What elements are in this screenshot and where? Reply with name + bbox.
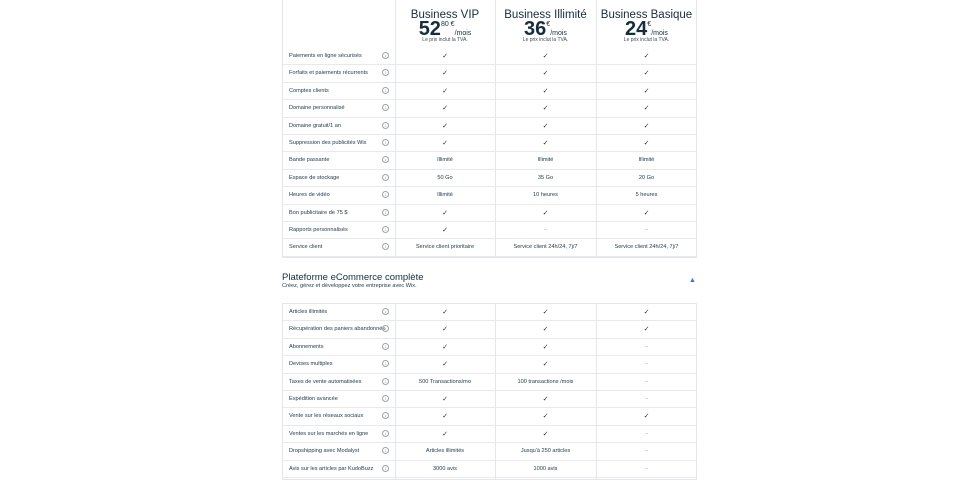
feature-label: Paiements en ligne sécurisés [289,53,362,59]
price-tva-note: Le prix inclut la TVA. [623,37,670,43]
feature-label: Bon publicitaire de 75 $ [289,209,348,216]
feature-row [282,83,697,100]
feature-row [282,461,697,478]
info-icon[interactable]: i [382,325,389,332]
feature-label: Récupération des paniers abandonnés [289,326,386,333]
feature-row [282,187,697,204]
info-icon[interactable]: i [382,139,389,146]
feature-value: ✓ [442,87,448,95]
feature-label: Forfaits et paiements récurrents [289,70,368,77]
feature-value: ✓ [542,413,549,421]
feature-value: ✓ [442,105,448,113]
feature-label: Avis sur les articles par KudoBuzz [289,465,374,472]
feature-value: ✓ [643,87,650,95]
feature-value: – [645,430,648,437]
feature-value: – [544,227,547,233]
feature-value: ✓ [643,309,650,316]
feature-value: ✓ [442,122,448,130]
info-icon[interactable]: i [382,243,389,250]
feature-value: Jusqu'à 250 articles [520,448,571,455]
info-icon[interactable]: i [382,430,389,437]
price-cents: € [647,21,652,28]
feature-value: 5 heures [635,192,658,199]
feature-value: ✓ [542,309,549,316]
feature-label: Taxes de vente automatisées [289,378,362,385]
feature-row [282,205,697,222]
info-icon[interactable]: i [382,378,389,385]
feature-value: – [645,378,648,385]
feature-value: Illimité [537,157,554,164]
feature-row [282,339,697,356]
section-title: Plateforme eCommerce complète [282,272,424,283]
feature-value: 50 Go [437,174,453,181]
price-period: /mois [454,30,472,37]
plan-header [596,0,697,48]
info-icon[interactable]: i [382,412,389,419]
plan-header [495,0,596,48]
feature-label: Ventes sur les marchés en ligne [289,430,369,437]
feature-value: – [645,361,648,368]
feature-label: Devises multiples [289,361,333,368]
price-cents: 80 € [440,21,455,28]
feature-label: Rapports personnalisés [289,227,348,233]
feature-label: Bande passante [289,157,330,164]
price-period: /mois [651,30,668,37]
feature-value: 1000 avis [533,465,558,472]
feature-value: ✓ [442,309,448,316]
feature-value: 100 transactions /mois [517,378,574,385]
feature-label: Domaine personnalisé [289,105,345,112]
feature-value: – [645,448,648,455]
feature-value: ✓ [542,122,549,130]
info-icon[interactable]: i [382,447,389,454]
feature-value: ✓ [442,396,448,403]
info-icon[interactable]: i [382,465,389,472]
price-tva-note: Le prix inclut la TVA. [522,37,569,43]
feature-value: 10 heures [533,192,558,199]
feature-row [282,374,697,391]
feature-label: Domaine gratuit/1 an [289,122,341,129]
feature-value: ✓ [542,430,549,438]
plan-name: Business VIP [410,9,480,21]
feature-value: 20 Go [638,174,655,181]
feature-value: 35 Go [537,174,554,181]
price-amount: 52 [418,18,441,40]
feature-label: Suppression des publicités Wix [289,140,367,146]
feature-value: ✓ [542,87,549,95]
price-amount: 24 [625,18,648,40]
feature-value: ✓ [542,396,549,403]
feature-value: Service client 24h/24, 7j/7 [614,244,679,251]
feature-value: ✓ [643,53,650,60]
info-icon[interactable]: i [382,122,389,129]
feature-value: ✓ [442,326,448,334]
feature-value: ✓ [442,413,448,421]
feature-row [282,239,697,256]
feature-row [282,170,697,187]
feature-value: ✓ [542,53,549,60]
info-icon[interactable]: i [382,395,389,402]
feature-label: Espace de stockage [289,174,340,181]
feature-value: ✓ [643,413,650,421]
info-icon[interactable]: i [382,52,389,59]
feature-value: ✓ [542,70,549,78]
feature-row [282,152,697,169]
feature-label: Abonnements [289,343,324,350]
feature-row [282,48,697,65]
info-icon[interactable]: i [382,209,389,216]
feature-value: Illimité [437,192,453,199]
feature-value: – [645,465,648,472]
feature-row [282,321,697,338]
feature-row [282,408,697,425]
feature-value: – [645,227,648,233]
info-icon[interactable]: i [382,104,389,111]
info-icon[interactable]: i [382,343,389,350]
feature-value: ✓ [643,326,650,334]
feature-row [282,222,697,239]
collapse-chevron-icon[interactable]: ▲ [689,277,696,284]
feature-label: Dropshipping avec Modalyst [289,448,360,455]
feature-value: Articles illimités [425,448,465,455]
price-tva-note: Le prix inclut la TVA. [422,37,468,43]
feature-row [282,356,697,373]
feature-value: 500 Transactions/mo [419,378,471,385]
feature-row [282,135,697,152]
plan-name: Business Illimité [504,9,587,21]
feature-value: Service client prioritaire [415,244,475,251]
info-icon[interactable]: i [382,191,389,198]
feature-value: ✓ [643,70,650,78]
feature-value: ✓ [442,140,448,147]
feature-value: – [645,396,648,402]
feature-value: ✓ [643,209,650,217]
feature-value: Illimité [437,157,453,164]
feature-value: ✓ [643,122,650,130]
section-subtitle: Créez, gérez et développez votre entreprise avec Wix. [282,283,417,289]
feature-value: 3000 avis [433,465,457,472]
feature-value: ✓ [542,361,549,369]
info-icon[interactable]: i [382,308,389,315]
info-icon[interactable]: i [382,360,389,367]
feature-value: ✓ [542,343,549,351]
price-amount: 36 [524,18,547,40]
feature-label: Comptes clients [289,87,329,94]
feature-value: Service client 24h/24, 7j/7 [513,244,578,251]
feature-value: ✓ [442,430,448,438]
feature-value: ✓ [442,227,448,234]
feature-value: ✓ [643,105,650,113]
info-icon[interactable]: i [382,174,389,181]
info-icon[interactable]: i [382,156,389,163]
feature-label: Vente sur les réseaux sociaux [289,413,364,420]
feature-value: ✓ [442,209,448,217]
feature-value: ✓ [643,140,650,147]
plan-name: Business Basique [600,9,693,21]
info-icon[interactable]: i [382,226,389,233]
feature-label: Heures de vidéo [289,192,330,199]
price-period: /mois [550,30,567,37]
feature-value: ✓ [542,326,549,334]
feature-row [282,65,697,82]
feature-row [282,118,697,135]
feature-label: Service client [289,244,323,251]
feature-label: Expédition avancée [289,396,338,402]
info-icon[interactable]: i [382,69,389,76]
feature-row [282,426,697,443]
feature-row [282,391,697,408]
feature-value: – [645,343,648,350]
feature-label: Articles illimités [289,309,328,315]
info-icon[interactable]: i [382,87,389,94]
feature-row [282,304,697,321]
feature-value: ✓ [442,53,448,60]
feature-value: ✓ [442,343,448,351]
feature-value: ✓ [542,105,549,113]
feature-value: ✓ [542,140,549,147]
feature-value: ✓ [542,209,549,217]
plan-header [395,0,495,48]
feature-value: ✓ [442,361,448,369]
feature-value: ✓ [442,70,448,78]
feature-row [282,443,697,460]
price-cents: € [546,21,551,28]
feature-value: Illimité [638,157,655,164]
feature-row [282,100,697,117]
